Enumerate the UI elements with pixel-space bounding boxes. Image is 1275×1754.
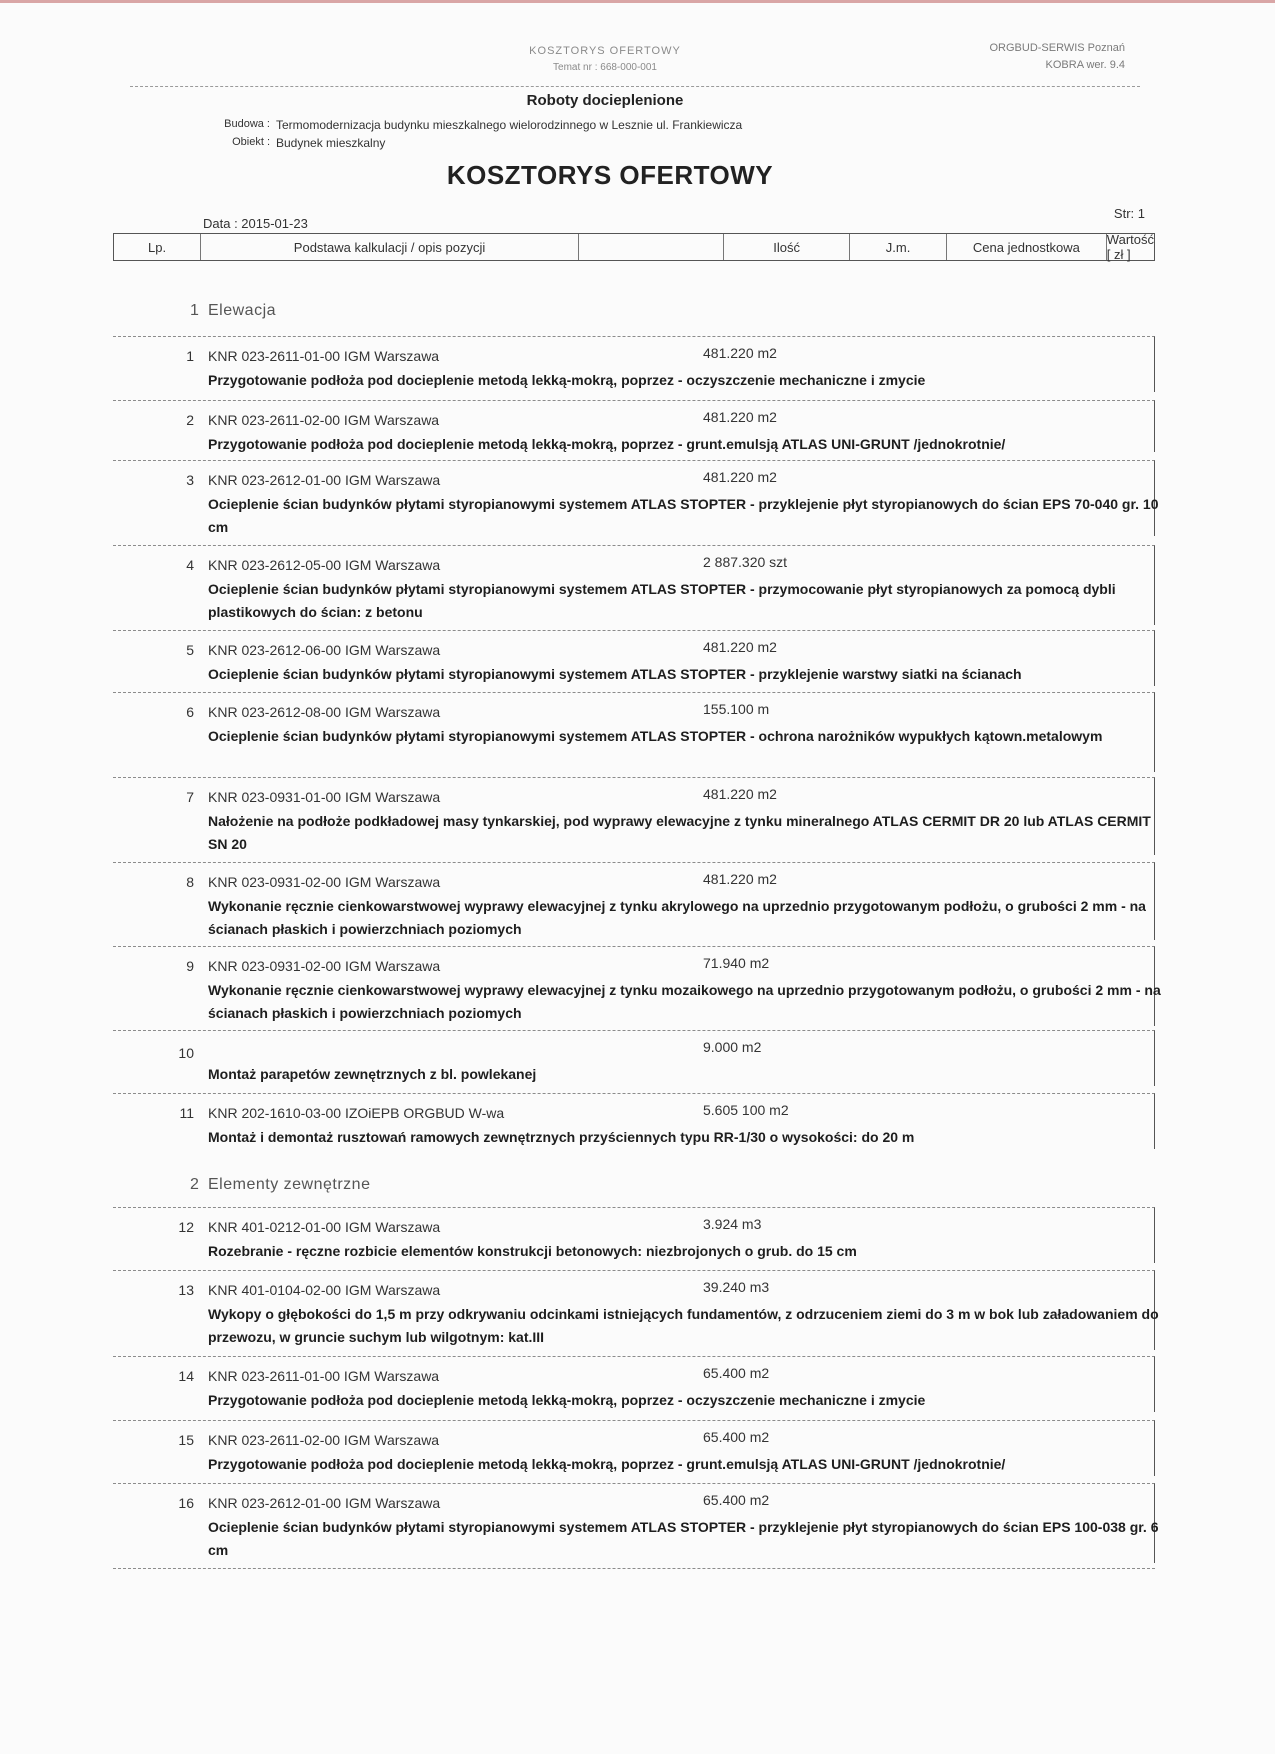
row-lp: 3 — [186, 472, 194, 488]
category-number: 1 — [190, 302, 200, 319]
row-description: Wykonanie ręcznie cienkowarstwowej wyprawy elewacyjnej z tynku mozaikowego na uprzednio przygotowanym podłożu, o grubości 2 mm - na ścianach płaskich i powierzchniach poziomych — [208, 982, 1161, 1021]
table-row — [113, 336, 1155, 392]
obiekt-value: Budynek mieszkalny — [276, 136, 386, 150]
category-name: Elewacja — [208, 302, 277, 319]
table-row — [113, 1030, 1155, 1086]
row-lp: 12 — [178, 1219, 194, 1235]
row-code: KNR 023-2611-02-00 IGM Warszawa — [208, 412, 440, 428]
software-version: KOBRA wer. 9.4 — [1045, 59, 1125, 71]
table-row — [113, 400, 1155, 452]
software-info — [989, 40, 1125, 74]
table-header — [113, 233, 1155, 261]
row-quantity: 481.220 m2 — [703, 469, 777, 485]
row-code: KNR 023-2612-05-00 IGM Warszawa — [208, 557, 441, 573]
row-code: KNR 023-0931-02-00 IGM Warszawa — [208, 958, 441, 974]
table-row — [113, 1483, 1159, 1563]
budowa-label: Budowa : — [224, 118, 270, 130]
row-quantity: 481.220 m2 — [703, 345, 777, 361]
row-quantity: 2 887.320 szt — [703, 554, 788, 570]
table-row — [113, 862, 1155, 940]
category-number: 2 — [190, 1176, 200, 1193]
row-description: Montaż i demontaż rusztowań ramowych zewnętrznych przyściennych typu RR-1/30 o wysokości: do 20 m — [208, 1129, 915, 1145]
header-doc-type: KOSZTORYS OFERTOWY — [529, 45, 681, 57]
project-meta — [180, 118, 742, 154]
row-lp: 10 — [178, 1045, 194, 1061]
row-lp: 7 — [186, 789, 194, 805]
table-row — [113, 460, 1159, 536]
row-lp: 16 — [178, 1495, 194, 1511]
row-quantity: 3.924 m3 — [703, 1216, 762, 1232]
row-quantity: 155.100 m — [703, 701, 770, 717]
row-quantity: 39.240 m3 — [703, 1279, 770, 1295]
document-date: Data : 2015-01-23 — [203, 216, 308, 231]
row-code: KNR 023-2611-01-00 IGM Warszawa — [208, 348, 440, 364]
row-lp: 1 — [186, 348, 194, 364]
row-lp: 2 — [186, 412, 194, 428]
row-lp: 5 — [186, 642, 194, 658]
row-code: KNR 023-2612-08-00 IGM Warszawa — [208, 704, 441, 720]
row-quantity: 65.400 m2 — [703, 1492, 770, 1508]
table-row — [113, 1270, 1159, 1350]
meta-obiekt-row — [180, 136, 742, 154]
row-code: KNR 202-1610-03-00 IZOiEPB ORGBUD W-wa — [208, 1105, 505, 1121]
row-lp: 14 — [178, 1368, 194, 1384]
row-quantity: 481.220 m2 — [703, 786, 777, 802]
row-description: Wykopy o głębokości do 1,5 m przy odkrywaniu odcinkami istniejących fundamentów, z odrzuceniem ziemi do 3 m w bok lub załadowaniem do przewozu, w gruncie suchym lub wilgotnym: kat.III — [208, 1306, 1159, 1345]
row-lp: 11 — [179, 1105, 194, 1121]
row-description: Rozebranie - ręczne rozbicie elementów konstrukcji betonowych: niezbrojonych o grub. do 15 cm — [208, 1243, 857, 1259]
row-lp: 13 — [178, 1282, 194, 1298]
header-theme-number: Temat nr : 668-000-001 — [553, 62, 657, 73]
row-quantity: 5.605 100 m2 — [703, 1102, 789, 1118]
row-description: Ocieplenie ścian budynków płytami styropianowymi systemem ATLAS STOPTER - przyklejenie płyt styropianowych do ścian EPS 100-038 gr. 6 cm — [208, 1519, 1159, 1558]
col-header-spacer — [579, 234, 724, 260]
row-code: KNR 401-0104-02-00 IGM Warszawa — [208, 1282, 441, 1298]
table-row — [113, 1420, 1155, 1476]
row-lp: 4 — [186, 557, 194, 573]
row-quantity: 481.220 m2 — [703, 409, 777, 425]
row-quantity: 481.220 m2 — [703, 871, 777, 887]
row-description: Wykonanie ręcznie cienkowarstwowej wyprawy elewacyjnej z tynku akrylowego na uprzednio przygotowanym podłożu, o grubości 2 mm - na ścianach płaskich i powierzchniach poziomych — [208, 898, 1146, 937]
obiekt-label: Obiekt : — [232, 136, 270, 148]
software-company: ORGBUD-SERWIS Poznań — [989, 42, 1125, 54]
row-lp: 15 — [178, 1432, 194, 1448]
row-code: KNR 023-0931-02-00 IGM Warszawa — [208, 874, 441, 890]
row-description: Przygotowanie podłoża pod docieplenie metodą lekką-mokrą, poprzez - oczyszczenie mechaniczne i zmycie — [208, 1392, 926, 1408]
row-description: Ocieplenie ścian budynków płytami styropianowymi systemem ATLAS STOPTER - przyklejenie płyt styropianowych do ścian EPS 70-040 gr. 10 cm — [208, 496, 1159, 535]
budowa-value: Termomodernizacja budynku mieszkalnego wielorodzinnego w Lesznie ul. Frankiewicza — [276, 118, 743, 132]
page-top-edge — [0, 0, 1275, 3]
meta-budowa-row — [180, 118, 742, 136]
row-quantity: 9.000 m2 — [703, 1039, 762, 1055]
col-header-qty: Ilość — [724, 234, 850, 260]
row-code: KNR 401-0212-01-00 IGM Warszawa — [208, 1219, 441, 1235]
row-description: Montaż parapetów zewnętrznych z bl. powlekanej — [208, 1066, 537, 1082]
col-header-unit: J.m. — [850, 234, 947, 260]
row-description: Przygotowanie podłoża pod docieplenie metodą lekką-mokrą, poprzez - oczyszczenie mechaniczne i zmycie — [208, 372, 926, 388]
section-title: Roboty docieplenione — [526, 92, 684, 109]
row-description: Ocieplenie ścian budynków płytami styropianowymi systemem ATLAS STOPTER - ochrona narożników wypukłych kątown.metalowym — [208, 728, 1103, 744]
table-row — [113, 1207, 1155, 1263]
row-lp: 8 — [186, 874, 194, 890]
category-name: Elementy zewnętrzne — [208, 1176, 371, 1193]
row-description: Przygotowanie podłoża pod docieplenie metodą lekką-mokrą, poprzez - grunt.emulsją ATLAS UNI-GRUNT /jednokrotnie/ — [208, 1456, 1006, 1472]
row-lp: 9 — [186, 958, 194, 974]
table-row — [113, 1356, 1155, 1412]
table-end-divider — [113, 1568, 1155, 1569]
page-number: Str: 1 — [1113, 206, 1145, 221]
table-row — [113, 946, 1161, 1026]
row-quantity: 65.400 m2 — [703, 1429, 770, 1445]
col-header-basis: Podstawa kalkulacji / opis pozycji — [201, 234, 579, 260]
col-header-unit-price: Cena jednostkowa — [947, 234, 1107, 260]
table-row — [113, 545, 1155, 625]
table-row — [113, 777, 1155, 855]
table-row — [113, 692, 1155, 772]
row-quantity: 71.940 m2 — [703, 955, 770, 971]
col-header-lp: Lp. — [114, 234, 201, 260]
row-quantity: 481.220 m2 — [703, 639, 777, 655]
row-quantity: 65.400 m2 — [703, 1365, 770, 1381]
row-lp: 6 — [186, 704, 194, 720]
col-header-value: Wartość [ zł ] — [1106, 232, 1154, 262]
row-code: KNR 023-0931-01-00 IGM Warszawa — [208, 789, 441, 805]
row-description: Ocieplenie ścian budynków płytami styropianowymi systemem ATLAS STOPTER - przymocowanie płyt styropianowych za pomocą dybli plastikowych do ścian: z betonu — [208, 581, 1116, 620]
row-code: KNR 023-2612-01-00 IGM Warszawa — [208, 1495, 441, 1511]
row-description: Ocieplenie ścian budynków płytami styropianowymi systemem ATLAS STOPTER - przyklejenie warstwy siatki na ścianach — [208, 666, 1022, 682]
row-code: KNR 023-2611-01-00 IGM Warszawa — [208, 1368, 440, 1384]
document-title: KOSZTORYS OFERTOWY — [446, 160, 774, 190]
header-divider — [130, 86, 1140, 87]
row-description: Nałożenie na podłoże podkładowej masy tynkarskiej, pod wyprawy elewacyjne z tynku mineralnego ATLAS CERMIT DR 20 lub ATLAS CERMIT SN 20 — [208, 813, 1151, 852]
row-code: KNR 023-2612-06-00 IGM Warszawa — [208, 642, 441, 658]
table-row — [113, 630, 1155, 686]
table-row — [113, 1093, 1155, 1149]
row-code: KNR 023-2612-01-00 IGM Warszawa — [208, 472, 441, 488]
row-code: KNR 023-2611-02-00 IGM Warszawa — [208, 1432, 440, 1448]
row-description: Przygotowanie podłoża pod docieplenie metodą lekką-mokrą, poprzez - grunt.emulsją ATLAS UNI-GRUNT /jednokrotnie/ — [208, 436, 1006, 452]
